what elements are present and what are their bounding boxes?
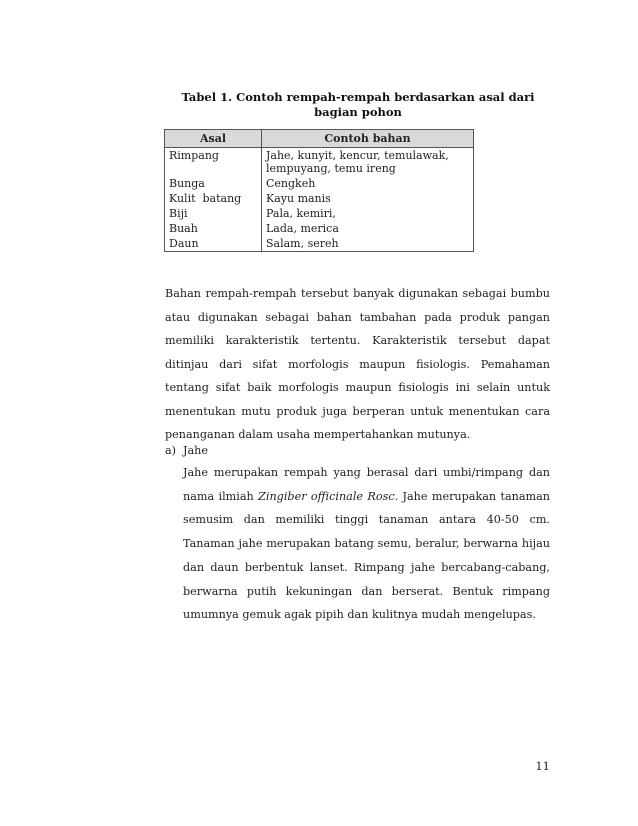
list-item-title: Jahe xyxy=(183,444,208,457)
table-cell-asal: Rimpang xyxy=(165,148,262,177)
table-cell-contoh: Kayu manis xyxy=(262,191,474,206)
table-row xyxy=(165,221,474,236)
table-row xyxy=(165,236,474,252)
body-paragraph: Bahan rempah-rempah tersebut banyak digunakan sebagai bumbu atau digunakan sebagai bahan tambahan pada produk pangan memiliki karakteristik tertentu. Karakteristik tersebut dapat ditinjau dari sifat morfologis maupun fisiologis. Pemahaman tentang sifat baik morfologis maupun fisiologis ini selain untuk menentukan mutu produk juga berperan untuk menentukan cara penanganan dalam usaha mempertahankan mutunya. xyxy=(165,287,550,441)
table-row xyxy=(165,191,474,206)
table-row xyxy=(165,148,474,177)
table-cell-contoh: Cengkeh xyxy=(262,176,474,191)
table-header-row xyxy=(165,130,474,148)
table-caption: Tabel 1. Contoh rempah-rempah berdasarkan asal dari bagian pohon xyxy=(181,90,535,119)
body-text-end: Jahe merupakan tanaman semusim dan memiliki tinggi tanaman antara 40-50 cm. Tanaman jahe merupakan batang semu, beralur, berwarna hijau dan daun berbentuk lanset. Rimpang jahe bercabang-cabang, berwarna putih kekuningan dan berserat. Bentuk rimpang umumnya gemuk agak pipih dan kulitnya mudah mengelupas. xyxy=(183,489,550,622)
list-marker: a) xyxy=(165,444,177,457)
column-header-contoh-bahan: Contoh bahan xyxy=(262,130,474,148)
scientific-name: Zingiber officinale Rosc. xyxy=(258,489,399,503)
table-cell-asal: Buah xyxy=(165,221,262,236)
table-cell-asal: Kulit batang xyxy=(165,191,262,206)
list-item-heading xyxy=(165,441,550,461)
table-cell-asal: Biji xyxy=(165,206,262,221)
table-cell-contoh: Lada, merica xyxy=(262,221,474,236)
page-number: 11 xyxy=(535,759,550,773)
column-header-asal: Asal xyxy=(165,130,262,148)
spice-table xyxy=(164,129,474,252)
table-cell-asal: Daun xyxy=(165,236,262,252)
body-text-start: Jahe merupakan rempah yang berasal dari umbi/rimpang dan nama ilmiah xyxy=(183,466,550,503)
table-cell-contoh: Pala, kemiri, xyxy=(262,206,474,221)
table-cell-contoh: Jahe, kunyit, kencur, temulawak, lempuyang, temu ireng xyxy=(262,148,474,177)
section-list xyxy=(165,441,550,627)
table-row xyxy=(165,206,474,221)
list-item-body xyxy=(183,461,550,627)
table-cell-contoh: Salam, sereh xyxy=(262,236,474,252)
table-row xyxy=(165,176,474,191)
table-cell-asal: Bunga xyxy=(165,176,262,191)
